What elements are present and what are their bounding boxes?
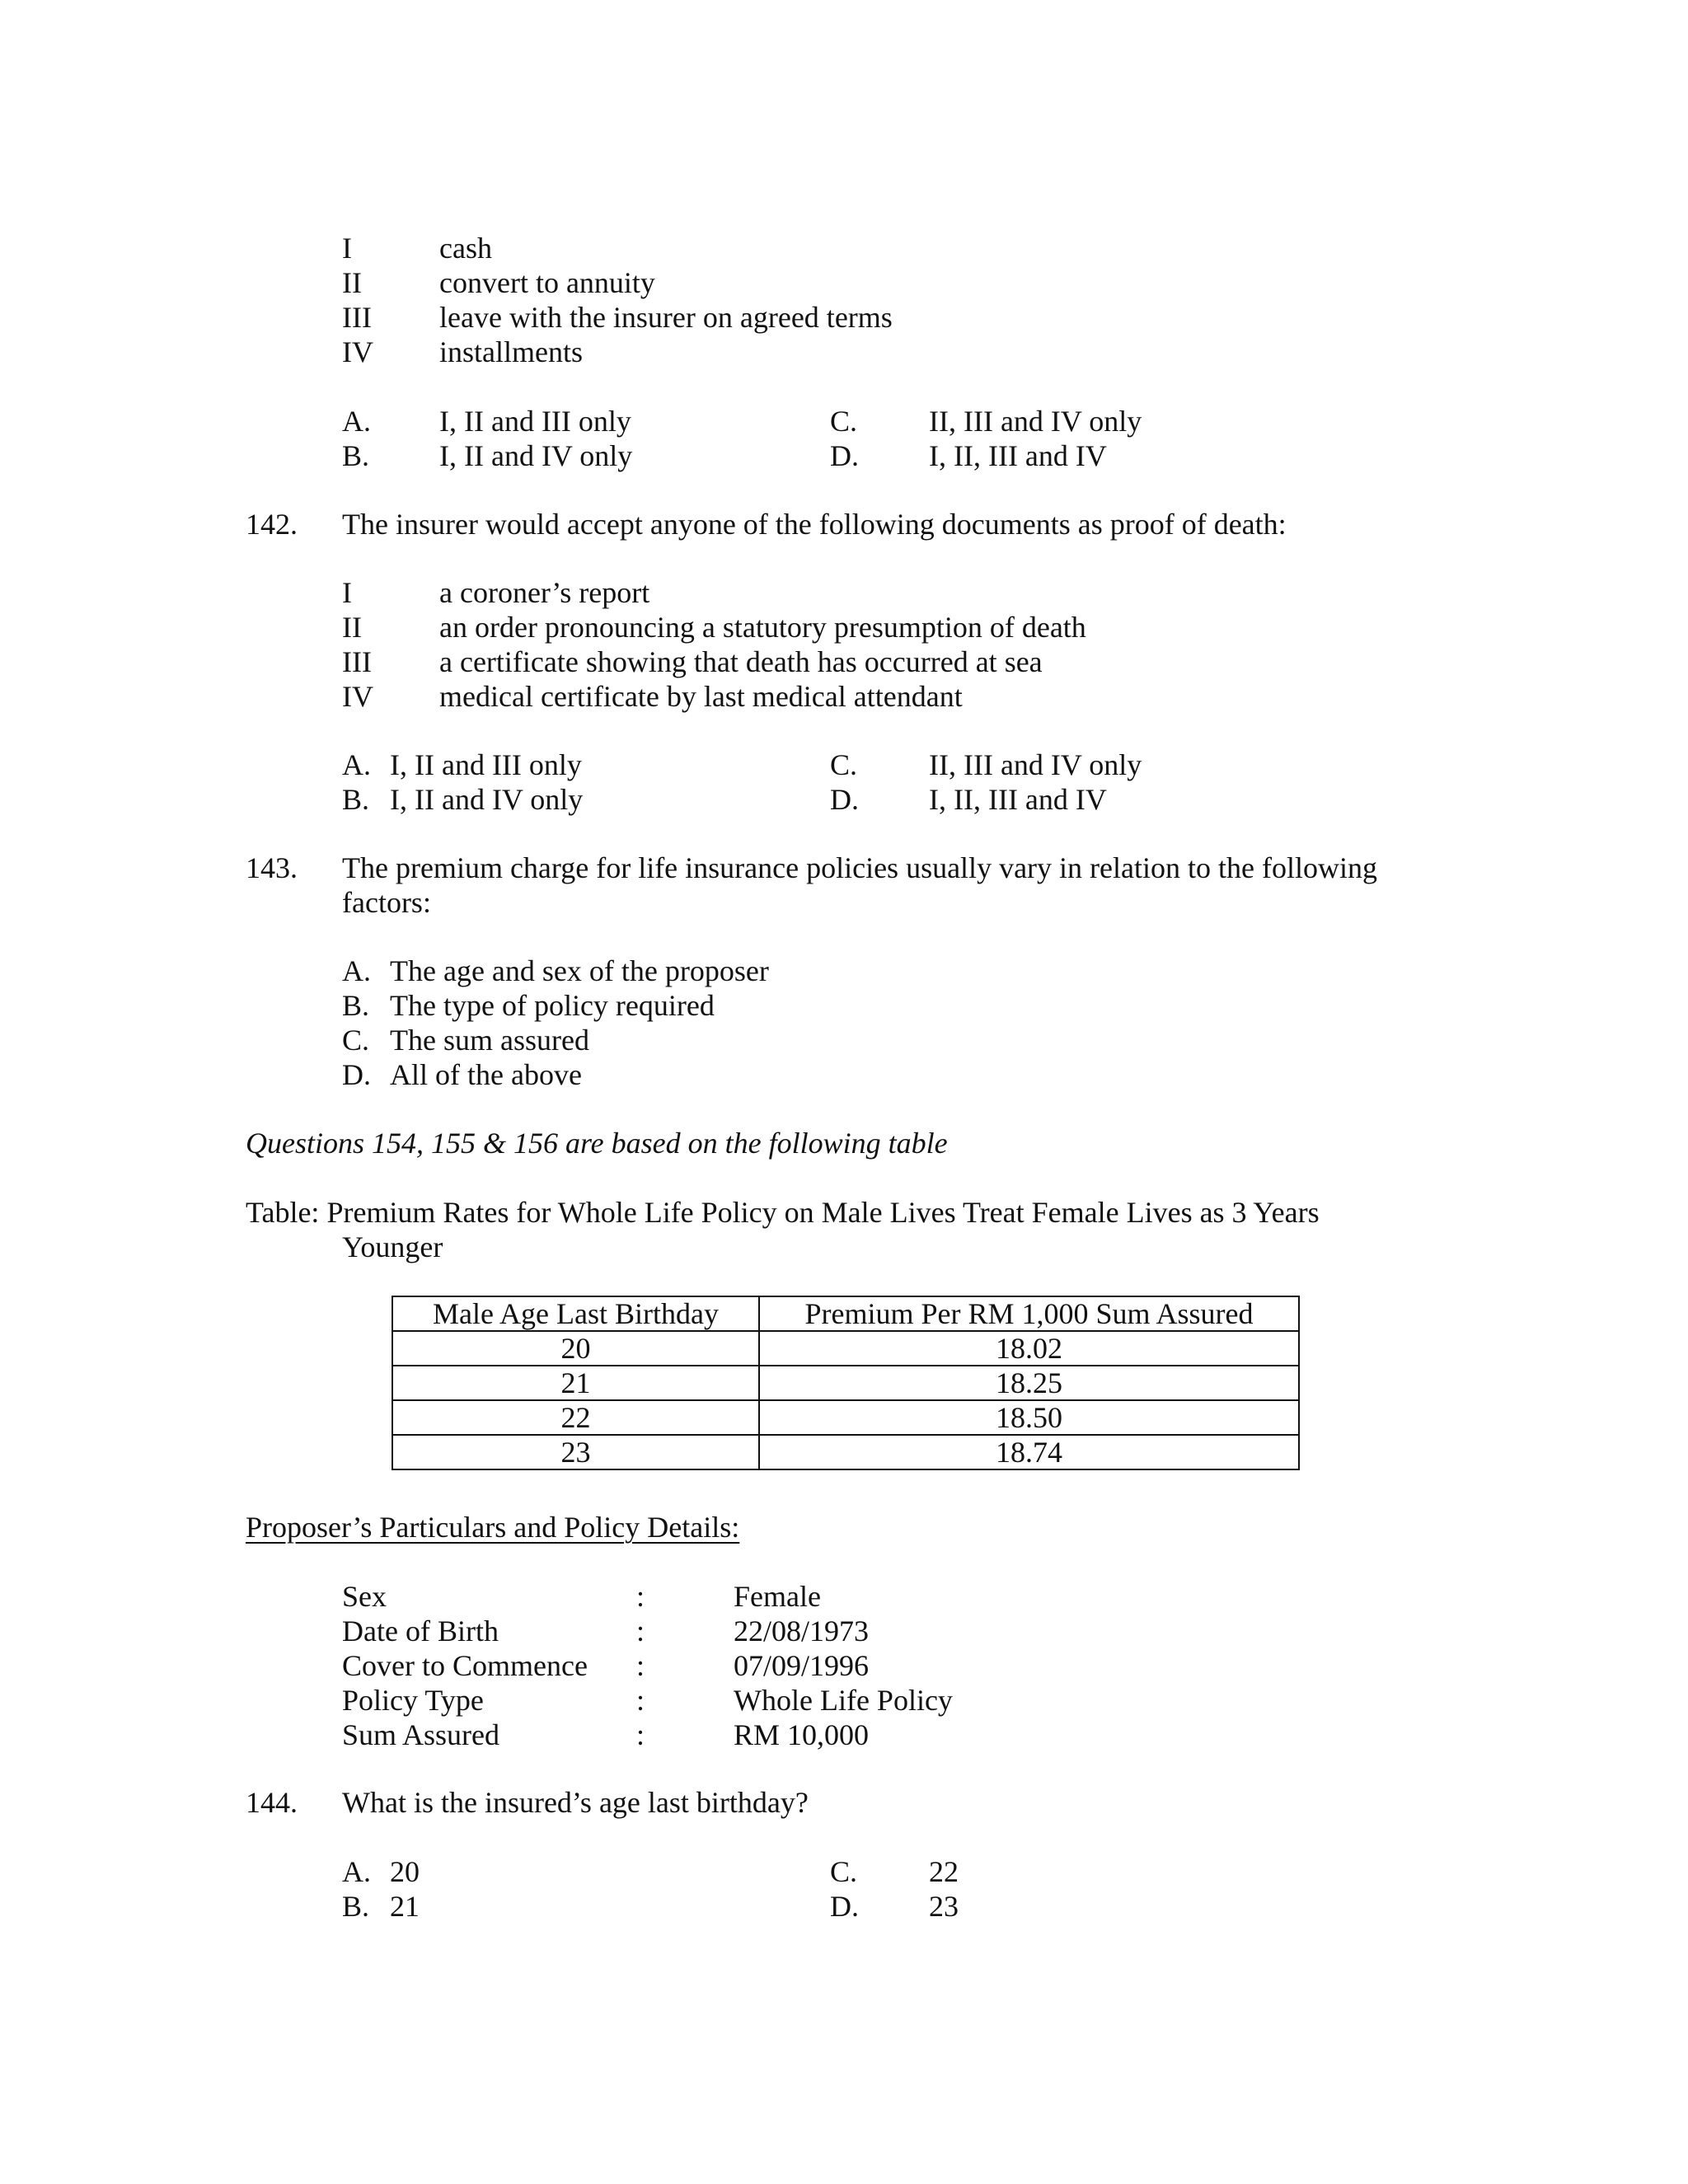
statement-numeral: IV <box>342 680 373 713</box>
option-letter: A. <box>342 1855 371 1888</box>
statement-text: medical certificate by last medical attendant <box>439 680 963 713</box>
table-caption-line2: Younger <box>342 1230 443 1263</box>
option-text: I, II, III and IV <box>929 439 1107 472</box>
table-row <box>392 1366 1299 1400</box>
particular-separator: : <box>636 1649 645 1682</box>
statement-numeral: I <box>342 576 352 609</box>
option-letter: B. <box>342 1890 370 1923</box>
option-letter: C. <box>830 1855 858 1888</box>
question-text-line2: factors: <box>342 886 431 919</box>
particulars-heading: Proposer’s Particulars and Policy Details: <box>246 1511 740 1544</box>
question-text: What is the insured’s age last birthday? <box>342 1786 809 1819</box>
age-cell: 22 <box>392 1400 759 1435</box>
option-text: II, III and IV only <box>929 748 1142 781</box>
option-letter: C. <box>830 405 858 438</box>
particular-separator: : <box>636 1684 645 1717</box>
particular-value: 22/08/1973 <box>734 1615 870 1647</box>
statement-text: installments <box>439 335 583 368</box>
option-text: I, II and III only <box>390 748 582 781</box>
particular-label: Policy Type <box>342 1684 484 1717</box>
particular-separator: : <box>636 1615 645 1647</box>
option-text: 20 <box>390 1855 420 1888</box>
option-letter: B. <box>342 783 370 816</box>
option-letter: B. <box>342 989 370 1022</box>
question-text-line1: The premium charge for life insurance policies usually vary in relation to the following <box>342 851 1377 884</box>
particular-label: Date of Birth <box>342 1615 499 1647</box>
option-text: II, III and IV only <box>929 405 1142 438</box>
column-header-age: Male Age Last Birthday <box>392 1296 759 1331</box>
premium-cell: 18.02 <box>759 1331 1299 1366</box>
question-text: The insurer would accept anyone of the following documents as proof of death: <box>342 508 1287 541</box>
table-row <box>392 1400 1299 1435</box>
option-letter: B. <box>342 439 370 472</box>
premium-cell: 18.25 <box>759 1366 1299 1400</box>
option-text: The type of policy required <box>390 989 715 1022</box>
age-cell: 23 <box>392 1435 759 1469</box>
question-number: 144. <box>246 1786 298 1819</box>
premium-cell: 18.74 <box>759 1435 1299 1469</box>
option-letter: D. <box>830 439 859 472</box>
premium-rates-table <box>392 1296 1300 1470</box>
question-number: 142. <box>246 508 298 541</box>
option-text: 22 <box>929 1855 959 1888</box>
statement-numeral: IV <box>342 335 373 368</box>
option-text: The sum assured <box>390 1024 589 1057</box>
column-header-premium: Premium Per RM 1,000 Sum Assured <box>759 1296 1299 1331</box>
option-text: I, II and IV only <box>390 783 584 816</box>
option-letter: C. <box>342 1024 370 1057</box>
particular-label: Cover to Commence <box>342 1649 588 1682</box>
particular-value: RM 10,000 <box>734 1718 870 1751</box>
particular-label: Sex <box>342 1580 387 1613</box>
age-cell: 20 <box>392 1331 759 1366</box>
statement-text: a certificate showing that death has occurred at sea <box>439 645 1043 678</box>
statement-text: an order pronouncing a statutory presumption of death <box>439 611 1086 644</box>
question-number: 143. <box>246 851 298 884</box>
option-text: 23 <box>929 1890 959 1923</box>
option-letter: D. <box>830 1890 859 1923</box>
option-text: I, II and IV only <box>439 439 633 472</box>
particular-value: 07/09/1996 <box>734 1649 870 1682</box>
option-text: The age and sex of the proposer <box>390 954 769 987</box>
particular-label: Sum Assured <box>342 1718 500 1751</box>
option-letter: D. <box>342 1058 371 1091</box>
table-caption-line1: Table: Premium Rates for Whole Life Policy on Male Lives Treat Female Lives as 3 Years <box>246 1196 1320 1229</box>
statement-text: a coroner’s report <box>439 576 650 609</box>
statement-numeral: I <box>342 232 352 265</box>
particular-separator: : <box>636 1718 645 1751</box>
statement-numeral: II <box>342 266 362 299</box>
statement-numeral: II <box>342 611 362 644</box>
particular-value: Whole Life Policy <box>734 1684 953 1717</box>
particular-separator: : <box>636 1580 645 1613</box>
option-letter: C. <box>830 748 858 781</box>
option-letter: A. <box>342 954 371 987</box>
option-text: I, II and III only <box>439 405 631 438</box>
table-row <box>392 1435 1299 1469</box>
option-text: 21 <box>390 1890 420 1923</box>
statement-text: leave with the insurer on agreed terms <box>439 301 893 334</box>
table-header-row <box>392 1296 1299 1331</box>
particular-value: Female <box>734 1580 821 1613</box>
statement-text: cash <box>439 232 492 265</box>
premium-cell: 18.50 <box>759 1400 1299 1435</box>
statement-numeral: III <box>342 645 372 678</box>
option-text: I, II, III and IV <box>929 783 1107 816</box>
statement-numeral: III <box>342 301 372 334</box>
age-cell: 21 <box>392 1366 759 1400</box>
option-letter: D. <box>830 783 859 816</box>
table-intro-note: Questions 154, 155 & 156 are based on the following table <box>246 1127 948 1160</box>
option-text: All of the above <box>390 1058 582 1091</box>
table-row <box>392 1331 1299 1366</box>
statement-text: convert to annuity <box>439 266 655 299</box>
option-letter: A. <box>342 405 371 438</box>
option-letter: A. <box>342 748 371 781</box>
